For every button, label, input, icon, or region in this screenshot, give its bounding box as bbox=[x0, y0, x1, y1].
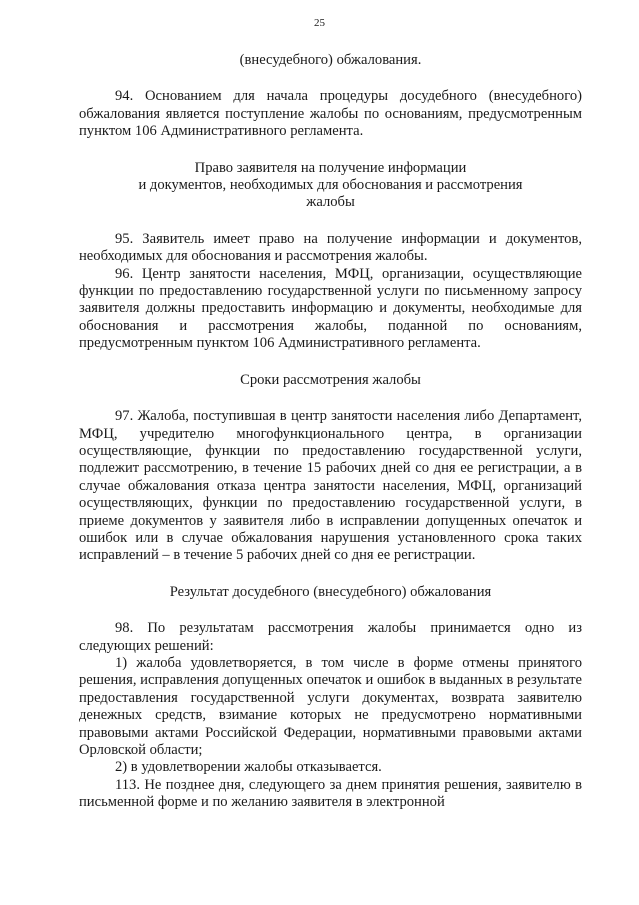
paragraph-98-item-1: 1) жалоба удовлетворяется, в том числе в форме отмены принятого решения, исправления допущенных опечаток и ошибок в выданных в результате предоставления государственной услуги документах, возврата заявителю денежных средств, взимание которых не предусмотрено нормативными правовыми актами Российской Федерации, нормативными правовыми актами Орловской области; bbox=[79, 654, 582, 758]
paragraph-96: 96. Центр занятости населения, МФЦ, организации, осуществляющие функции по предоставлению государственной услуги по письменному запросу заявителя должны предоставить информацию и документы, необходимые для обоснования и рассмотрения жалобы, поданной по основаниям, предусмотренным пунктом 106 Административного регламента. bbox=[79, 265, 582, 352]
continued-line: (внесудебного) обжалования. bbox=[239, 52, 422, 68]
paragraph-97: 97. Жалоба, поступившая в центр занятости населения либо Департамент, МФЦ, учредителю многофункционального центра, в организации осуществляющие, функции по предоставлению государственной услуги, подлежит рассмотрению, в течение 15 рабочих дней со дня ее регистрации, а в случае обжалования отказа центра занятости населения, МФЦ, организаций осуществляющих, функции по предоставлению государственной услуги, в приеме документов у заявителя либо в исправлении допущенных опечаток и ошибок или в случае обжалования нарушения установленного срока таких исправлений – в течение 5 рабочих дней со дня ее регистрации. bbox=[79, 408, 582, 564]
paragraph-113: 113. Не позднее дня, следующего за днем принятия решения, заявителю в письменной форме и по желанию заявителя в электронной bbox=[79, 776, 582, 811]
paragraph-94: 94. Основанием для начала процедуры досудебного (внесудебного) обжалования является поступление жалобы по основаниям, предусмотренным пунктом 106 Административного регламента. bbox=[79, 88, 582, 140]
paragraph-98-item-2: 2) в удовлетворении жалобы отказывается. bbox=[115, 759, 382, 776]
heading-line: жалобы bbox=[306, 194, 355, 211]
heading-line: и документов, необходимых для обоснования и рассмотрения bbox=[138, 177, 523, 194]
section-heading-result: Результат досудебного (внесудебного) обжалования bbox=[169, 583, 492, 600]
section-heading-rights bbox=[79, 160, 582, 212]
section-heading-terms: Сроки рассмотрения жалобы bbox=[240, 371, 421, 388]
paragraph-98: 98. По результатам рассмотрения жалобы принимается одно из следующих решений: bbox=[79, 620, 582, 654]
heading-line: Право заявителя на получение информации bbox=[194, 159, 467, 176]
page-number: 25 bbox=[314, 17, 325, 29]
document-body bbox=[79, 52, 582, 812]
paragraph-95: 95. Заявитель имеет право на получение информации и документов, необходимых для обоснования и рассмотрения жалобы. bbox=[79, 230, 582, 265]
